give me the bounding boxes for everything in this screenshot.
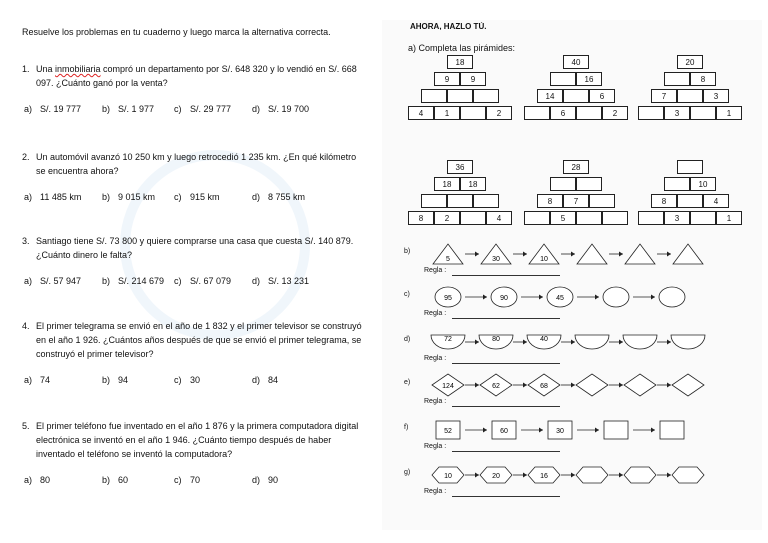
pyramid-cell: 7 — [651, 89, 677, 103]
diamond-cell[interactable] — [672, 374, 704, 396]
option-c[interactable]: c) S/. 29 777 — [174, 104, 232, 114]
pyramid-cell[interactable] — [447, 194, 473, 208]
options-row — [22, 192, 367, 202]
option-c[interactable]: c) 915 km — [174, 192, 220, 202]
arrow-head-icon — [475, 340, 479, 345]
option-a[interactable]: a) 74 — [24, 375, 51, 385]
sequence-value: 60 — [500, 428, 508, 435]
option-d[interactable]: d) 8 755 km — [252, 192, 306, 202]
pyramid-cell[interactable] — [664, 72, 690, 86]
option-d[interactable]: d) 84 — [252, 375, 279, 385]
pyramid-cell[interactable] — [550, 72, 576, 86]
arrow-head-icon — [619, 340, 623, 345]
pyramid-cell: 8 — [690, 72, 716, 86]
arrow-head-icon — [571, 473, 575, 478]
option-a[interactable]: a) 80 — [24, 475, 51, 485]
sequence-value: 90 — [500, 295, 508, 302]
arrow-head-icon — [595, 295, 599, 300]
arrow-head-icon — [523, 340, 527, 345]
pyramid-cell: 18 — [460, 177, 486, 191]
circle-cell[interactable] — [603, 287, 629, 307]
section-header: AHORA, HAZLO TÚ. — [410, 22, 487, 30]
sequence-hexagon-row — [420, 463, 760, 487]
arrow-head-icon — [571, 383, 575, 388]
pyramid-cell: 8 — [408, 211, 434, 225]
hexagon-cell — [480, 467, 512, 483]
arrow-head-icon — [571, 252, 575, 257]
sequence-value: 10 — [540, 256, 548, 263]
pyramid-cell: 7 — [563, 194, 589, 208]
sequence-label: c) — [404, 291, 410, 298]
pyramid-cell[interactable] — [677, 160, 703, 174]
semicircle-cell — [527, 335, 561, 349]
problem-number: 5. — [22, 421, 30, 431]
rule-answer-line[interactable] — [452, 318, 560, 319]
sequence-value: 124 — [442, 383, 454, 390]
pyramid-cell[interactable] — [460, 106, 486, 120]
pyramid-cell[interactable] — [524, 211, 550, 225]
pyramid-cell: 6 — [550, 106, 576, 120]
pyramid-cell: 4 — [486, 211, 512, 225]
problem-number: 2. — [22, 152, 30, 162]
square-cell[interactable] — [604, 421, 628, 439]
sequence-value: 68 — [540, 383, 548, 390]
pyramid-cell: 28 — [563, 160, 589, 174]
pyramid-cell: 9 — [460, 72, 486, 86]
option-b[interactable]: b) 9 015 km — [102, 192, 156, 202]
square-cell[interactable] — [660, 421, 684, 439]
sequence-value: 30 — [556, 428, 564, 435]
triangle-cell[interactable] — [577, 244, 607, 264]
option-d[interactable]: d) S/. 19 700 — [252, 104, 310, 114]
pyramid-cell: 2 — [602, 106, 628, 120]
arrow-head-icon — [571, 340, 575, 345]
arrow-head-icon — [595, 428, 599, 433]
pyramid-cell[interactable] — [690, 211, 716, 225]
arrow-head-icon — [667, 252, 671, 257]
exercises-column — [382, 20, 762, 530]
diamond-cell[interactable] — [624, 374, 656, 396]
rule-answer-line[interactable] — [452, 363, 560, 364]
sequence-circle-row — [420, 285, 760, 309]
pyramid-cell[interactable] — [690, 106, 716, 120]
problem-text: Una inmobiliaria compró un departamento por S/. 648 320 y lo vendió en S/. 668 097. ¿Cuánto ganó por la venta? — [36, 64, 357, 88]
sequence-value: 16 — [540, 473, 548, 480]
arrow-head-icon — [667, 383, 671, 388]
rule-label: Regla : — [424, 355, 447, 362]
sequence-value: 20 — [492, 473, 500, 480]
pyramid-cell: 3 — [664, 211, 690, 225]
instruction-text: Resuelve los problemas en tu cuaderno y luego marca la alternativa correcta. — [22, 27, 331, 37]
pyramid-cell: 9 — [434, 72, 460, 86]
option-b[interactable]: b) S/. 214 679 — [102, 276, 165, 286]
arrow-head-icon — [483, 428, 487, 433]
option-c[interactable]: c) S/. 67 079 — [174, 276, 232, 286]
arrow-head-icon — [619, 383, 623, 388]
arrow-head-icon — [619, 473, 623, 478]
semicircle-cell[interactable] — [623, 335, 657, 349]
square-cell — [548, 421, 572, 439]
sequence-value: 45 — [556, 295, 564, 302]
sequence-value: 10 — [444, 473, 452, 480]
arrow-head-icon — [651, 428, 655, 433]
semicircle-cell — [431, 335, 465, 349]
diamond-cell — [528, 374, 560, 396]
option-d[interactable]: d) 90 — [252, 475, 279, 485]
sequence-label: d) — [404, 336, 411, 343]
arrow-head-icon — [651, 295, 655, 300]
pyramid-cell: 2 — [486, 106, 512, 120]
pyramid-cell: 16 — [576, 72, 602, 86]
rule-answer-line[interactable] — [452, 496, 560, 497]
option-c[interactable]: c) 70 — [174, 475, 201, 485]
diamond-cell — [432, 374, 464, 396]
pyramid-cell: 40 — [563, 55, 589, 69]
circle-cell — [491, 287, 517, 307]
pyramid-cell: 5 — [550, 211, 576, 225]
pyramid-cell: 10 — [690, 177, 716, 191]
problem-text: El primer telegrama se envió en el año de 1 832 y el primer televisor se construyó en el año 1 926. ¿Cuántos años después de que se envió el primer telegrama, se construyó el primer televisor? — [36, 321, 362, 359]
rule-label: Regla : — [424, 310, 447, 317]
triangle-cell — [481, 244, 511, 264]
pyramid-cell: 3 — [664, 106, 690, 120]
rule-label: Regla : — [424, 443, 447, 450]
sequence-semicircle-row — [420, 330, 760, 354]
sequence-label: e) — [404, 379, 411, 386]
triangle-cell — [433, 244, 463, 264]
problem-2 — [22, 150, 367, 202]
sequence-value: 95 — [444, 295, 452, 302]
rule-label: Regla : — [424, 398, 447, 405]
option-a[interactable]: a) S/. 19 777 — [24, 104, 82, 114]
circle-cell — [547, 287, 573, 307]
problem-number: 3. — [22, 236, 30, 246]
problem-text: El primer teléfono fue inventado en el año 1 876 y la primera computadora digital electrónica se inventó en el año 1 946. ¿Cuánto tiempo después de haber inventado el teléfono se inventó la computadora? — [36, 421, 359, 459]
hexagon-cell[interactable] — [624, 467, 656, 483]
pyramids-title: a) Completa las pirámides: — [408, 43, 516, 53]
sequence-value: 80 — [492, 336, 500, 343]
pyramid-cell: 36 — [447, 160, 473, 174]
problems-column — [22, 26, 367, 485]
sequence-diamond-row — [420, 373, 760, 397]
rule-answer-line[interactable] — [452, 451, 560, 452]
hexagon-cell[interactable] — [576, 467, 608, 483]
sequence-value: 52 — [444, 428, 452, 435]
options-row — [22, 276, 367, 286]
sequence-value: 62 — [492, 383, 500, 390]
pyramid-cell[interactable] — [638, 211, 664, 225]
arrow-head-icon — [523, 252, 527, 257]
circle-cell — [435, 287, 461, 307]
arrow-head-icon — [667, 473, 671, 478]
rule-answer-line[interactable] — [452, 275, 560, 276]
pyramid-cell[interactable] — [589, 194, 615, 208]
sequence-square-row — [420, 418, 760, 442]
sequence-value: 40 — [540, 336, 548, 343]
problem-text: Un automóvil avanzó 10 250 km y luego retrocedió 1 235 km. ¿En qué kilómetro se encuentra ahora? — [36, 152, 357, 176]
hexagon-cell — [528, 467, 560, 483]
sequence-value: 5 — [446, 256, 450, 263]
option-b[interactable]: b) 94 — [102, 375, 129, 385]
pyramid-cell[interactable] — [563, 89, 589, 103]
problem-text: Santiago tiene S/. 73 800 y quiere comprarse una casa que cuesta S/. 140 879. ¿Cuánto dinero le falta? — [36, 236, 354, 260]
pyramid-cell[interactable] — [550, 177, 576, 191]
sequence-value: 72 — [444, 336, 452, 343]
pyramid-cell: 4 — [408, 106, 434, 120]
rule-answer-line[interactable] — [452, 406, 560, 407]
options-row — [22, 475, 367, 485]
square-cell — [492, 421, 516, 439]
sequence-value: 30 — [492, 256, 500, 263]
pyramid-cell: 8 — [537, 194, 563, 208]
problem-1 — [22, 62, 367, 114]
pyramid-cell: 14 — [537, 89, 563, 103]
option-a[interactable]: a) S/. 57 947 — [24, 276, 82, 286]
triangle-cell[interactable] — [625, 244, 655, 264]
pyramid-cell: 8 — [651, 194, 677, 208]
pyramid-cell[interactable] — [576, 211, 602, 225]
pyramid-cell[interactable] — [524, 106, 550, 120]
options-row — [22, 375, 367, 385]
semicircle-cell[interactable] — [671, 335, 705, 349]
arrow-head-icon — [619, 252, 623, 257]
arrow-head-icon — [667, 340, 671, 345]
hexagon-cell[interactable] — [672, 467, 704, 483]
hexagon-cell — [432, 467, 464, 483]
option-d[interactable]: d) S/. 13 231 — [252, 276, 310, 286]
problem-number: 4. — [22, 321, 30, 331]
problem-5 — [22, 419, 367, 485]
pyramid-cell[interactable] — [677, 194, 703, 208]
pyramid-cell: 18 — [447, 55, 473, 69]
pyramid-cell: 20 — [677, 55, 703, 69]
diamond-cell — [480, 374, 512, 396]
triangle-cell[interactable] — [673, 244, 703, 264]
pyramid-cell: 1 — [716, 211, 742, 225]
arrow-head-icon — [523, 473, 527, 478]
arrow-head-icon — [539, 295, 543, 300]
arrow-head-icon — [539, 428, 543, 433]
pyramid-cell[interactable] — [460, 211, 486, 225]
square-cell — [436, 421, 460, 439]
arrow-head-icon — [483, 295, 487, 300]
problem-3 — [22, 234, 367, 286]
pyramid-cell[interactable] — [473, 89, 499, 103]
problem-4 — [22, 319, 367, 385]
pyramid-cell[interactable] — [473, 194, 499, 208]
pyramid-cell[interactable] — [664, 177, 690, 191]
arrow-head-icon — [475, 473, 479, 478]
arrow-head-icon — [523, 383, 527, 388]
triangle-cell — [529, 244, 559, 264]
option-c[interactable]: c) 30 — [174, 375, 201, 385]
circle-cell[interactable] — [659, 287, 685, 307]
pyramid-cell[interactable] — [421, 194, 447, 208]
pyramid-cell: 18 — [434, 177, 460, 191]
pyramid-cell[interactable] — [447, 89, 473, 103]
semicircle-cell[interactable] — [575, 335, 609, 349]
pyramid-cell[interactable] — [638, 106, 664, 120]
arrow-head-icon — [475, 383, 479, 388]
pyramid-cell[interactable] — [576, 177, 602, 191]
pyramid-cell: 2 — [434, 211, 460, 225]
pyramid-cell[interactable] — [576, 106, 602, 120]
option-b[interactable]: b) S/. 1 977 — [102, 104, 155, 114]
sequence-triangle-row — [420, 242, 760, 266]
pyramid-cell[interactable] — [602, 211, 628, 225]
pyramid-cell: 4 — [703, 194, 729, 208]
semicircle-cell — [479, 335, 513, 349]
pyramid-cell: 6 — [589, 89, 615, 103]
options-row — [22, 104, 367, 114]
sequence-label: b) — [404, 248, 411, 255]
pyramid-cell: 1 — [434, 106, 460, 120]
sequence-label: f) — [404, 424, 409, 431]
problem-number: 1. — [22, 64, 30, 74]
arrow-head-icon — [475, 252, 479, 257]
diamond-cell[interactable] — [576, 374, 608, 396]
pyramid-cell[interactable] — [677, 89, 703, 103]
pyramid-cell[interactable] — [421, 89, 447, 103]
misspelled-word: inmobiliaria — [55, 64, 101, 74]
pyramid-cell: 1 — [716, 106, 742, 120]
sequence-label: g) — [404, 469, 411, 476]
pyramid-cell: 3 — [703, 89, 729, 103]
option-a[interactable]: a) 11 485 km — [24, 192, 82, 202]
rule-label: Regla : — [424, 488, 447, 495]
option-b[interactable]: b) 60 — [102, 475, 129, 485]
rule-label: Regla : — [424, 267, 447, 274]
